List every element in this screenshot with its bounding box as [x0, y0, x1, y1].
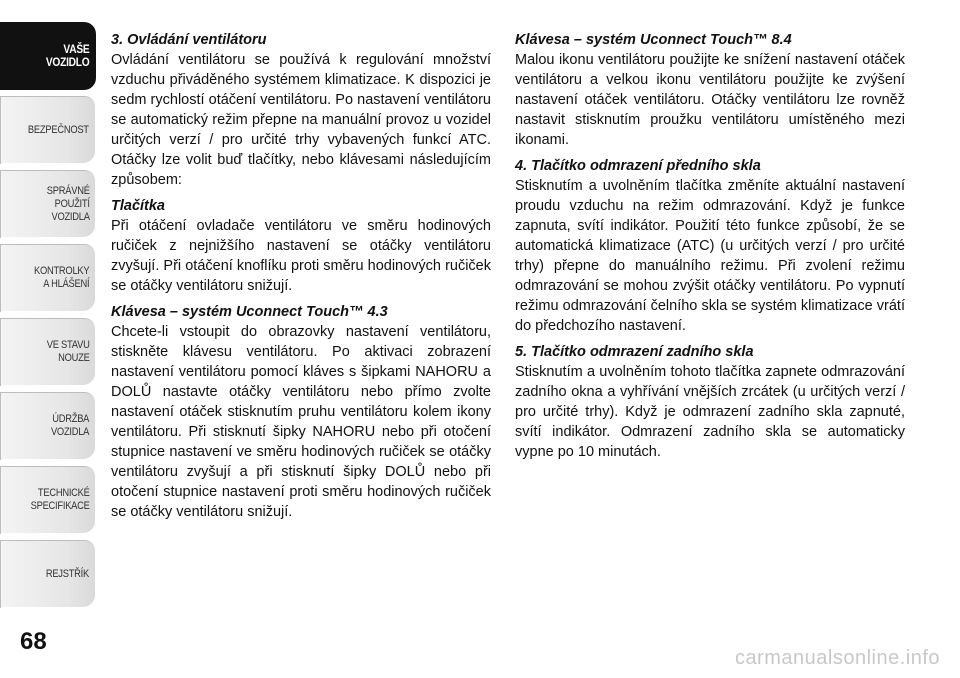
section-text: Při otáčení ovladače ventilátoru ve směru hodinových ručiček z nejnižšího nastavení se otáčky ventilátoru zvyšují. Při otáčení knoflíku proti směru hodinových ručiček se otáčky ventilátoru snižují. [111, 218, 491, 294]
section-rear-defrost [515, 342, 905, 462]
tab-ve-stavu-nouze[interactable] [0, 318, 96, 386]
tab-label: VAŠE VOZIDLO [45, 42, 90, 69]
section-heading: 3. Ovládání ventilátoru [111, 32, 267, 48]
page-number: 68 [20, 628, 47, 655]
section-text: Stisknutím a uvolněním tohoto tlačítka zapnete odmrazování zadního okna a vyhřívání vnějších zrcátek (u určitých verzí / pro určité trhy). Když je odmrazení zadního skla zapnuté, svítí indikátor. Odmrazení zadního skla se automaticky vypne po 10 minutách. [515, 364, 905, 460]
section-fan-control [111, 30, 491, 190]
section-front-defrost [515, 156, 905, 336]
tab-udrzba-vozidla[interactable] [0, 392, 96, 460]
section-heading: Klávesa – systém Uconnect Touch™ 8.4 [515, 32, 792, 48]
tab-spravne-pouziti-vozidla[interactable] [0, 170, 96, 238]
section-text: Ovládání ventilátoru se používá k regulování množství vzduchu přiváděného systémem klimatizace. K dispozici je sedm rychlostí otáčení ventilátoru. Po nastavení ventilátoru se automatický režim přepne na manuální provoz u vozidel určitých verzí / pro určité trhy vybavených funkcí ATC. Otáčky lze volit buď tlačítky, nebo klávesami následujícím způsobem: [111, 52, 491, 188]
chapter-tabs [0, 22, 100, 614]
section-text: Chcete-li vstoupit do obrazovky nastavení ventilátoru, stiskněte klávesu ventilátoru. Po aktivaci zobrazení nastavení ventilátoru pomocí kláves s šipkami NAHORU a DOLŮ nastavte otáčky ventilátoru nebo přímo zvolte nastavení otáček stisknutím pruhu ventilátoru kolem ikony ventilátoru. Při stisknutí šipky NAHORU nebo při otočení stupnice nastavení ve směru hodinových ručiček se otáčky ventilátoru zvyšují a při stisknutí šipky DOLŮ nebo při otočení stupnice nastavení proti směru hodinových ručiček se otáčky ventilátoru snižují. [111, 324, 491, 520]
tab-label: VE STAVU NOUZE [46, 339, 90, 364]
section-buttons [111, 196, 491, 296]
tab-vase-vozidlo[interactable] [0, 22, 96, 90]
watermark: carmanualsonline.info [734, 647, 940, 669]
section-heading: 5. Tlačítko odmrazení zadního skla [515, 344, 754, 360]
tab-kontrolky-a-hlaseni[interactable] [0, 244, 96, 312]
tab-technicke-specifikace[interactable] [0, 466, 96, 534]
tab-label: BEZPEČNOST [28, 123, 90, 136]
section-uconnect-43 [111, 302, 491, 522]
right-column [515, 30, 905, 468]
tab-label: TECHNICKÉ SPECIFIKACE [30, 487, 90, 512]
left-column [111, 30, 491, 528]
tab-bezpecnost[interactable] [0, 96, 96, 164]
section-heading: 4. Tlačítko odmrazení předního skla [515, 158, 761, 174]
tab-label: SPRÁVNÉ POUŽITÍ VOZIDLA [46, 184, 90, 223]
section-text: Stisknutím a uvolněním tlačítka změníte aktuální nastavení proudu vzduchu na režim odmrazování. Když je funkce zapnuta, svítí indikátor. Použití této funkce způsobí, že se automatická klimatizace (ATC) (u určitých verzí / pro určité trhy) přepne do manuálního režimu. Při zvolení režimu odmrazování se mohou zvýšit otáčky ventilátoru. Po vypnutí režimu odmrazování čelního skla se systém klimatizace vrátí do předchozího nastavení. [515, 178, 905, 334]
section-uconnect-84 [515, 30, 905, 150]
section-text: Malou ikonu ventilátoru použijte ke snížení nastavení otáček ventilátoru a velkou ikonu ventilátoru použijte ke zvýšení nastavení otáček ventilátoru. Otáčky ventilátoru lze rovněž nastavit stisknutím proužku ventilátoru umístěného mezi ikonami. [515, 52, 905, 148]
tab-label: ÚDRŽBA VOZIDLA [50, 413, 90, 438]
section-heading: Tlačítka [111, 198, 165, 214]
section-heading: Klávesa – systém Uconnect Touch™ 4.3 [111, 304, 388, 320]
tab-rejstrik[interactable] [0, 540, 96, 608]
tab-label: REJSTŘÍK [46, 567, 90, 580]
tab-label: KONTROLKY A HLÁŠENÍ [33, 265, 90, 290]
